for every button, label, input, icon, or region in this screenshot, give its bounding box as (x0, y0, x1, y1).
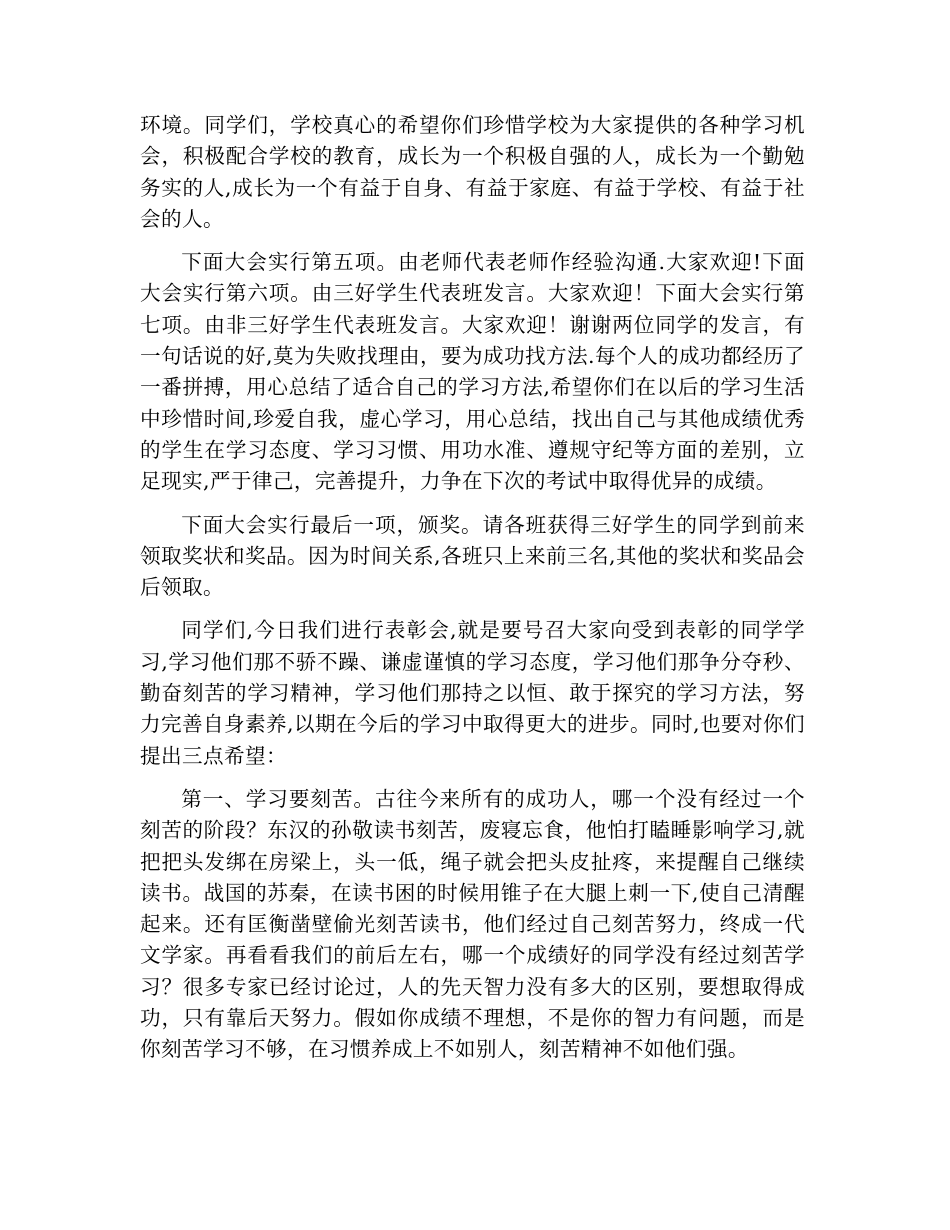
paragraph-call-to-learn: 同学们,今日我们进行表彰会,就是要号召大家向受到表彰的同学学习,学习他们那不骄不躁、谦虚谨慎的学习态度，学习他们那争分夺秒、勤奋刻苦的学习精神，学习他们那持之以恒、敢于探究的学习方法，努力完善自身素养,以期在今后的学习中取得更大的进步。同时,也要对你们提出三点希望： (140, 618, 805, 768)
paragraph-first-hope: 第一、学习要刻苦。古往今来所有的成功人，哪一个没有经过一个刻苦的阶段？东汉的孙敬读书刻苦，废寝忘食，他怕打瞌睡影响学习,就把把头发绑在房梁上，头一低，绳子就会把头皮扯疼，来提醒自己继续读书。战国的苏秦，在读书困的时候用锥子在大腿上刺一下,使自己清醒起来。还有匡衡凿壁偷光刻苦读书，他们经过自己刻苦努力，终成一代文学家。再看看我们的前后左右，哪一个成绩好的同学没有经过刻苦学习？很多专家已经讨论过，人的先天智力没有多大的区别，要想取得成功，只有靠后天努力。假如你成绩不理想，不是你的智力有问题，而是你刻苦学习不够，在习惯养成上不如别人，刻苦精神不如他们强。 (140, 786, 805, 1062)
paragraph-agenda-items: 下面大会实行第五项。由老师代表老师作经验沟通.大家欢迎!下面大会实行第六项。由三好学生代表班发言。大家欢迎！下面大会实行第七项。由非三好学生代表班发言。大家欢迎！谢谢两位同学的发言，有一句话说的好,莫为失败找理由，要为成功找方法.每个人的成功都经历了一番拼搏，用心总结了适合自己的学习方法,希望你们在以后的学习生活中珍惜时间,珍爱自我，虚心学习，用心总结，找出自己与其他成绩优秀的学生在学习态度、学习习惯、用功水准、遵规守纪等方面的差别，立足现实,严于律己，完善提升，力争在下次的考试中取得优异的成绩。 (140, 250, 805, 494)
paragraph-awards: 下面大会实行最后一项，颁奖。请各班获得三好学生的同学到前来领取奖状和奖品。因为时间关系,各班只上来前三名,其他的奖状和奖品会后领取。 (140, 512, 805, 600)
paragraph-continuation: 环境。同学们，学校真心的希望你们珍惜学校为大家提供的各种学习机会，积极配合学校的教育，成长为一个积极自强的人，成长为一个勤勉务实的人,成长为一个有益于自身、有益于家庭、有益于学校、有益于社会的人。 (140, 113, 805, 231)
document-page (140, 110, 805, 1078)
